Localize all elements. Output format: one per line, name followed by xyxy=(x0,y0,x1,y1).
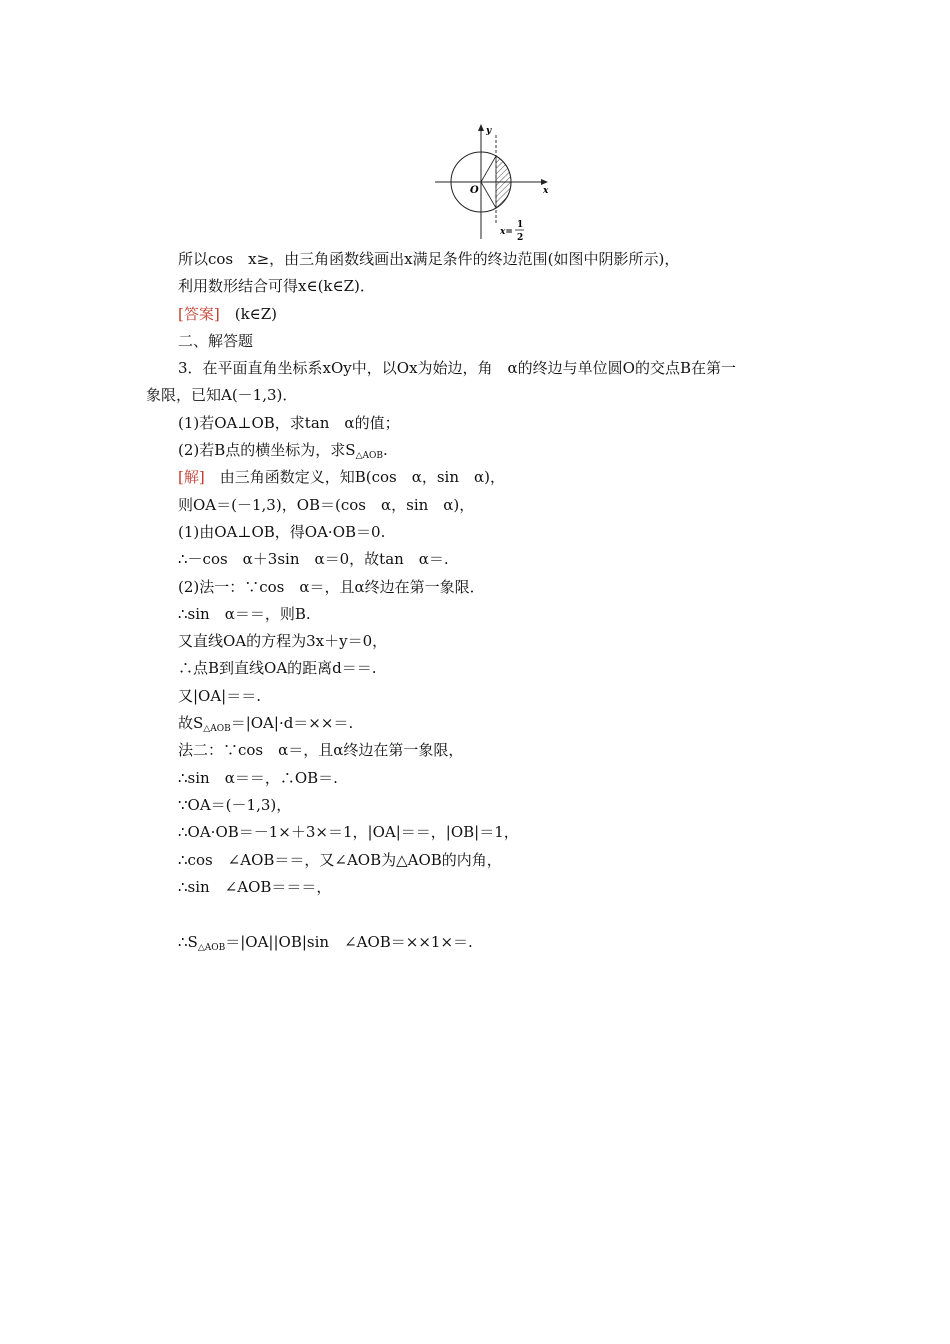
text-line: 利用数形结合可得x∈(k∈Z)． xyxy=(178,277,375,296)
label-y: y xyxy=(486,126,492,136)
solution-tag: [解] xyxy=(178,468,205,487)
label-frac-den: 2 xyxy=(517,233,524,243)
solution-line: ∵OA＝(－1,3)， xyxy=(178,795,292,814)
problem-line: 象限，已知A(－1,3)． xyxy=(146,386,298,405)
solution-line: 故$S_{\triangle AOB}=|OA|\cdot d=\times\times=$. xyxy=(178,714,354,735)
text-line: 所以cos x≥，由三角函数线画出x满足条件的终边范围(如图中阴影所示)， xyxy=(178,250,680,268)
section-heading: 二、解答题 xyxy=(178,331,254,350)
solution-line: (1)由OA⊥OB，得OA·OB＝0. xyxy=(178,522,386,541)
label-line: x= xyxy=(500,227,513,237)
solution-line: ∴cos ∠AOB＝＝，又∠AOB为△AOB的内角， xyxy=(178,850,502,869)
problem-line: (1)若OA⊥OB，求tan α的值； xyxy=(178,413,400,432)
spacer xyxy=(146,901,816,929)
solution-line: ∴sin ∠AOB＝＝＝， xyxy=(178,877,332,896)
terminal-side-lower xyxy=(481,182,496,208)
terminal-side-upper xyxy=(481,156,496,182)
solution-line: 法二：∵cos α＝，且α终边在第一象限， xyxy=(178,741,464,760)
y-axis-arrow-icon xyxy=(478,124,484,131)
solution-line: ∴OA·OB＝－1×＋3×＝1，|OA|＝＝，|OB|＝1， xyxy=(178,823,519,842)
problem-line: 3．在平面直角坐标系xOy中，以Ox为始边，角 α的终边与单位圆O的交点B在第一 xyxy=(178,359,736,378)
unit-circle-figure xyxy=(430,121,555,246)
solution-line: 则OA＝(－1,3)，OB＝(cos α，sin α)， xyxy=(178,495,475,514)
answer-tag: [答案] xyxy=(178,304,220,323)
label-frac-num: 1 xyxy=(517,220,524,230)
solution-line: ∴－cos α＋3sin α＝0，故tan α＝. xyxy=(178,550,449,569)
solution-line: ∴点B到直线OA的距离d＝＝. xyxy=(178,659,377,678)
x-axis-arrow-icon xyxy=(541,179,548,185)
solution-line: (2)法一：∵cos α＝，且α终边在第一象限． xyxy=(178,577,485,596)
document-body xyxy=(146,246,816,956)
problem-line: (2)若B点的横坐标为，求$S_{\triangle AOB}$. xyxy=(178,441,388,462)
solution-line: 又|OA|＝＝. xyxy=(178,686,262,705)
solution-line: ∴sin α＝＝，则B. xyxy=(178,604,311,623)
solution-line: ∴sin α＝＝，∴OB＝. xyxy=(178,768,338,787)
answer-line: [答案] (k∈Z) xyxy=(178,304,278,323)
label-x: x xyxy=(543,186,549,196)
label-origin: O xyxy=(470,185,479,196)
solution-line: 又直线OA的方程为3x＋y＝0， xyxy=(178,632,388,651)
solution-line: $\therefore S_{\triangle AOB}=|OA||OB|\sin$ ∠AOB＝××1×＝. xyxy=(178,933,473,954)
solution-line: [解] 由三角函数定义，知B(cos α，sin α)， xyxy=(178,468,505,487)
